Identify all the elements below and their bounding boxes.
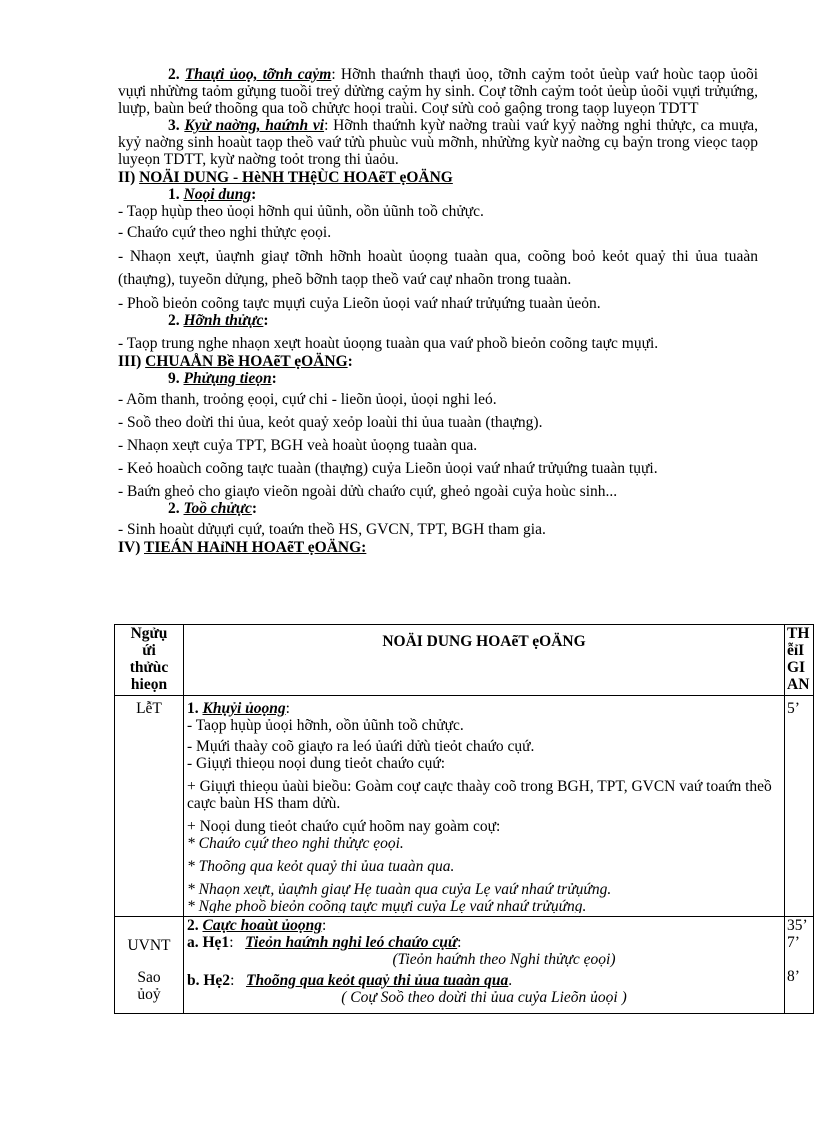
means-line: - Nhaọn xeựt cuỷa TPT, BGH veà hoaùt ủoọng tuaàn qua. xyxy=(118,437,478,454)
row-line: - Taọp hụùp ủoọi hỡnh, oồn ủũnh toồ chửực. xyxy=(187,717,464,734)
row-line: + Giụựi thieọu ủaùi bieồu: Goàm coự caực thaày coõ trong BGH, TPT, GVCN vaứ toaứn theồ caực baùn HS tham dửù. xyxy=(187,778,772,812)
means-line: - Aõm thanh, troỏng ẹoọi, cụứ chi - lieõn ủoọi, ủoọi nghi leó. xyxy=(118,391,497,408)
organization-line: - Sinh hoaùt dửụựi cụứ, toaứn theồ HS, GVCN, TPT, BGH tham gia. xyxy=(118,521,546,538)
document-body xyxy=(118,66,758,556)
row-line: + Noọi dung tieỏt chaứo cụứ hoõm nay goàm coự: xyxy=(187,818,501,835)
content-line: - Nhaọn xeựt, ủaựnh giaự tỡnh hỡnh hoaùt ủoọng tuaàn qua, coõng boỏ keỏt quaỷ thi ủua tuaàn (thaựng), tuyeõn dửụng, pheõ bỡnh taọp theồ vaứ caự nhaõn trong tuaàn. xyxy=(118,248,758,288)
table-header-row xyxy=(115,625,814,696)
objective-skills xyxy=(118,117,758,168)
row-line: * Chaứo cụứ theo nghi thửực ẹoọi. xyxy=(187,835,404,852)
item-number: 3. xyxy=(168,117,180,134)
header-content: NOÄI DUNG HOAẽT ẹOÄNG xyxy=(184,625,785,696)
row-line: * Nghe phoồ bieỏn coõng taực mụựi cuỷa Lẹ vaứ nhaứ trửụứng. xyxy=(187,898,587,913)
section-title: CHUAÅN Bề HOAẽT ẹOÄNG xyxy=(145,353,348,370)
row-line: * Thoõng qua keỏt quaỷ thi ủua tuaàn qua. xyxy=(187,858,455,875)
subheading-content: 1. Noọi dung: xyxy=(168,186,257,203)
section-heading-content: II) NOÄI DUNG - HèNH THệÙC HOAẽT ẹOÄNG xyxy=(118,169,453,186)
content-line: - Phoồ bieỏn coõng taực mụựi cuỷa Lieõn ủoọi vaứ nhaứ trửụứng tuaàn ủeỏn. xyxy=(118,295,601,312)
time-cell: 35’ 7’ 8’ xyxy=(785,917,814,1014)
time-cell: 5’ xyxy=(785,696,814,917)
subheading-organization: 2. Toồ chửực: xyxy=(168,500,258,517)
header-performer: Ngửụ ứi thửùc hieọn xyxy=(115,625,184,696)
content-line: - Chaứo cụứ theo nghi thửực ẹoọi. xyxy=(118,224,332,241)
activity-b: b. Hẹ2: Thoõng qua keỏt quaỷ thi ủua tuaàn qua. xyxy=(187,972,513,989)
means-line: - Soồ theo doừi thi ủua, keỏt quaỷ xeỏp loaùi thi ủua tuaàn (thaựng). xyxy=(118,414,543,431)
section-heading-preparation: III) CHUAÅN Bề HOAẽT ẹOÄNG: xyxy=(118,353,353,370)
item-text: : Hỡnh thaứnh thaựi ủoọ, tỡnh caỷm toỏt ủeùp vaứ hoùc taọp ủoõi vụựi nhửừng taỏm gửụng tuoồi treỷ dửừng caỷm hy sinh. Coự tỡnh caỷm toỏt ủeùp ủoõi vụựi trửụứng, luựp, baùn beứ thoõng qua toồ chửực hoọi traùi. Coự sửù coỏ gaộng trong taọp luyeọn TDTT xyxy=(118,66,758,117)
table-row xyxy=(115,696,814,917)
row-line: * Nhaọn xeựt, ủaựnh giaự Hẹ tuaàn qua cuỷa Lẹ vaứ nhaứ trửụứng. xyxy=(187,881,612,898)
subheading-form: 2. Hỡnh thửực: xyxy=(168,312,269,329)
subheading-means: 9. Phửụng tieọn: xyxy=(168,370,277,387)
item-text: : Hỡnh thaứnh kyừ naờng traùi vaứ kyỷ naờng nghi thửực, ca muựa, kyỷ naờng sinh hoaùt taọp theồ vaứ tửù phuùc vuù mỡnh, nhửừng kyừ naờng cụ baỷn trong vieọc taọp luyeọn TDTT, kyừ naờng toỏt trong thi ủaỏu. xyxy=(118,117,758,168)
activity-a-note: (Tieỏn haứnh theo Nghi thửực ẹoọi) xyxy=(392,951,616,968)
header-time: TH ễỉI GI AN xyxy=(785,625,814,696)
item-number: 2. xyxy=(168,66,180,83)
activity-b-note: ( Coự Soồ theo doừi thi ủua cuỷa Lieõn ủoọi ) xyxy=(341,989,627,1006)
item-label: Thaựi ủoọ, tỡnh caỷm xyxy=(184,66,332,83)
row-heading: 2. Caực hoaùt ủoọng: xyxy=(187,917,327,934)
objective-attitude xyxy=(118,66,758,117)
means-line: - Baứn gheỏ cho giaựo vieõn ngoài dửù chaứo cụứ, gheỏ ngoài cuỷa hoùc sinh... xyxy=(118,483,618,500)
content-cell xyxy=(184,917,785,1014)
row-line: - Giụựi thieọu noọi dung tieỏt chaứo cụứ: xyxy=(187,755,446,772)
form-line: - Taọp trung nghe nhaọn xeựt hoaùt ủoọng tuaàn qua vaứ phoồ bieỏn coõng taực mụựi. xyxy=(118,335,659,352)
section-title: TIEÁN HAỉNH HOAẽT ẹOÄNG: xyxy=(144,539,367,556)
performer-cell: UVNT Sao ủoỷ xyxy=(115,917,184,1014)
item-label: Kyừ naờng, haứnh vi xyxy=(184,117,325,134)
performer-cell: LễT xyxy=(115,696,184,917)
section-heading-procedure: IV) TIEÁN HAỉNH HOAẽT ẹOÄNG: xyxy=(118,539,367,556)
content-line: - Taọp hụùp theo ủoọi hỡnh qui ủũnh, oồn ủũnh toồ chửực. xyxy=(118,203,484,220)
activity-a: a. Hẹ1: Tieỏn haứnh nghi leó chaứo cụứ: xyxy=(187,934,462,951)
section-title: NOÄI DUNG - HèNH THệÙC HOAẽT ẹOÄNG xyxy=(139,169,453,186)
means-line: - Keỏ hoaùch coõng taực tuaàn (thaựng) cuỷa Lieõn ủoọi vaứ nhaứ trửụứng tuaàn tụựi. xyxy=(118,460,658,477)
activity-table xyxy=(114,624,814,1014)
table-row xyxy=(115,917,814,1014)
row-heading: 1. Khụỷi ủoọng: xyxy=(187,700,290,717)
row-line: - Mụứi thaày coõ giaựo ra leó ủaứi dửù tieỏt chaứo cụứ. xyxy=(187,738,535,755)
content-cell xyxy=(184,696,785,917)
